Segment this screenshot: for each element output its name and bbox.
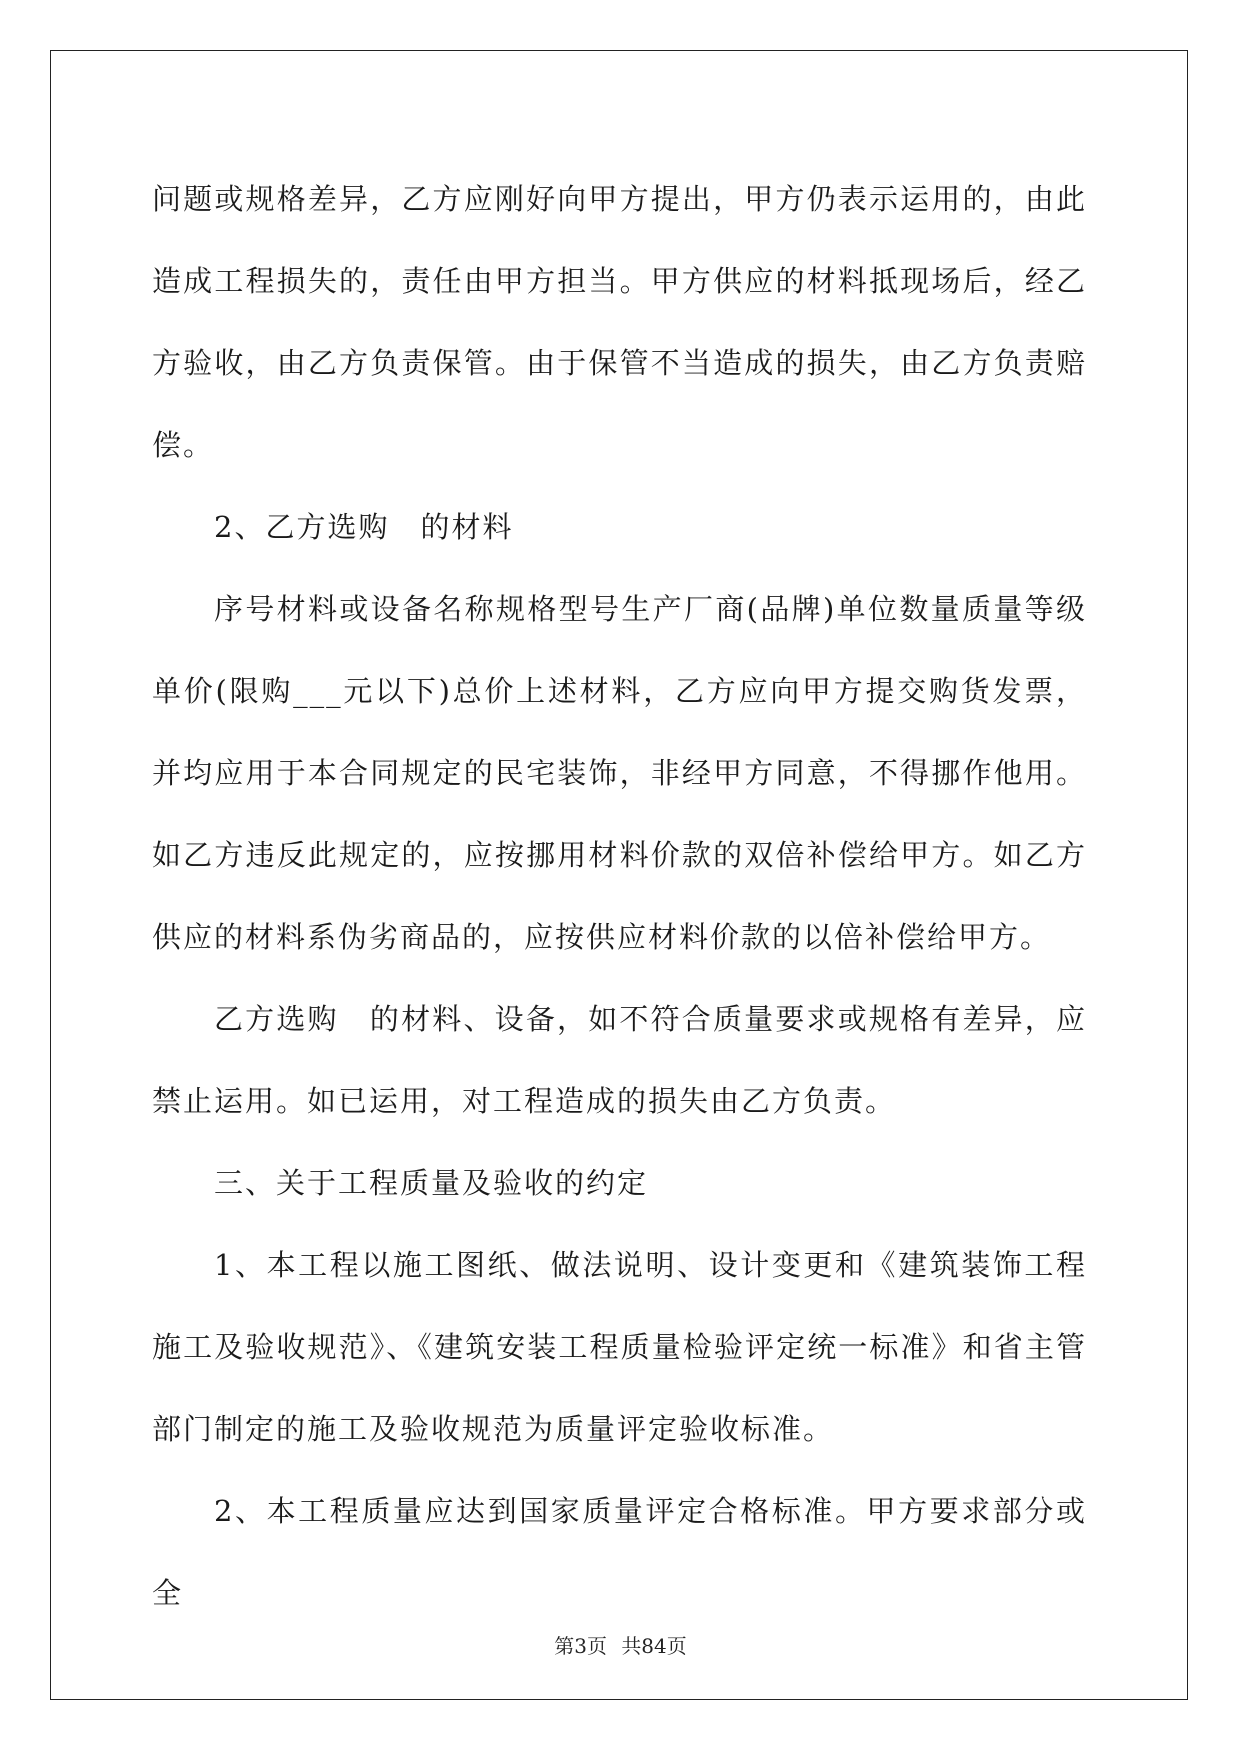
page-number: 第3页 <box>554 1634 607 1658</box>
page-footer <box>0 1630 1241 1659</box>
paragraph-7: 2、本工程质量应达到国家质量评定合格标准。甲方要求部分或全 <box>152 1494 1087 1610</box>
paragraph-3: 序号材料或设备名称规格型号生产厂商(品牌)单位数量质量等级单价(限购___元以下)总价上述材料，乙方应向甲方提交购货发票，并均应用于本合同规定的民宅装饰，非经甲方同意，不得挪作他用。如乙方违反此规定的，应按挪用材料价款的双倍补偿给甲方。如乙方供应的材料系伪劣商品的，应按供应材料价款的以倍补偿给甲方。 <box>152 592 1087 954</box>
page-total: 共84页 <box>621 1634 687 1658</box>
paragraph-6: 1、本工程以施工图纸、做法说明、设计变更和《建筑装饰工程施工及验收规范》、《建筑安装工程质量检验评定统一标准》和省主管部门制定的施工及验收规范为质量评定验收标准。 <box>152 1248 1087 1446</box>
document-body <box>152 158 1087 1634</box>
paragraph-2: 2、乙方选购 的材料 <box>214 510 514 544</box>
paragraph-1: 问题或规格差异，乙方应刚好向甲方提出，甲方仍表示运用的，由此造成工程损失的，责任由甲方担当。甲方供应的材料抵现场后，经乙方验收，由乙方负责保管。由于保管不当造成的损失，由乙方负责赔偿。 <box>152 182 1087 462</box>
paragraph-4: 乙方选购 的材料、设备，如不符合质量要求或规格有差异，应禁止运用。如已运用，对工程造成的损失由乙方负责。 <box>152 1002 1087 1118</box>
paragraph-5: 三、关于工程质量及验收的约定 <box>214 1166 649 1200</box>
